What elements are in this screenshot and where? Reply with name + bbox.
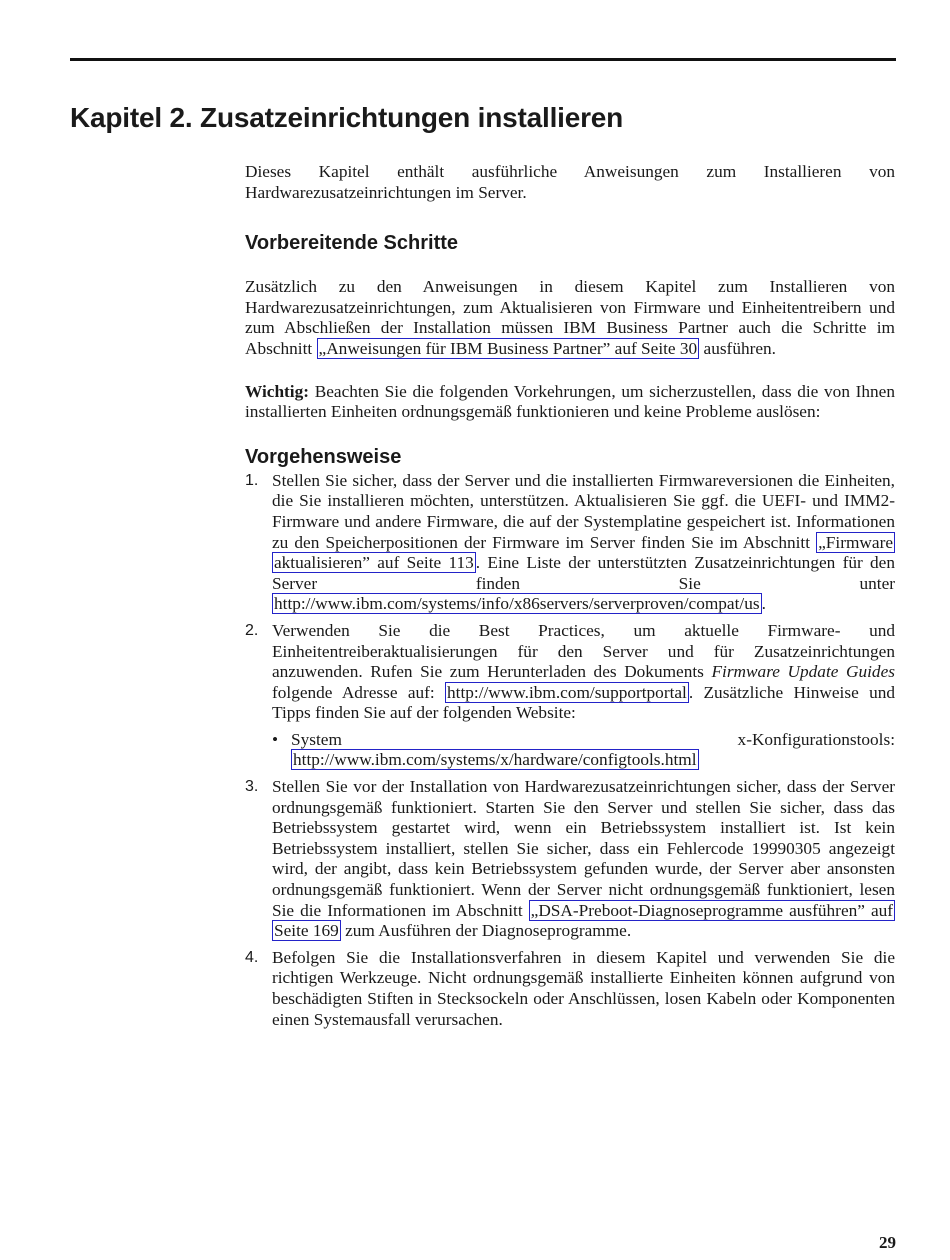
tips-list xyxy=(272,730,895,771)
firmware-update-link[interactable]: „Firmware aktualisieren” auf Seite 113 xyxy=(274,532,893,573)
list-item-text: System x-Konfigurationstools: xyxy=(291,729,895,749)
step-text: folgende Adresse auf: xyxy=(272,682,446,702)
configtools-link[interactable]: http://www.ibm.com/systems/x/hardware/configtools.html xyxy=(293,750,697,770)
paragraph-text: ausführen. xyxy=(699,338,776,358)
paragraph-text: Zusätzlich zu den Anweisungen in diesem Kapitel zum Installieren von Hardwarezusatzeinrichtungen, zum Aktualisieren von Firmware und Einheitentreibern und zum Abschließen der Installation müssen IBM Business Partner auch die Schritte im Abschnitt xyxy=(245,277,895,358)
procedure-steps xyxy=(245,471,895,1030)
step-number: 1. xyxy=(245,471,259,489)
step-text: . xyxy=(761,594,766,614)
page-number: 29 xyxy=(879,1233,896,1252)
step-text: . Zusätzliche Hinweise und Tipps finden Sie auf der folgenden Website: xyxy=(272,682,895,723)
chapter-body xyxy=(245,162,895,1036)
procedure-step xyxy=(245,621,895,771)
bullet-icon: • xyxy=(272,729,279,749)
step-text: Stellen Sie sicher, dass der Server und die installierten Firmwareversionen die Einheiten, die Sie installieren möchten, unterstützen. Aktualisieren Sie ggf. die UEFI- und IMM2-Firmware und andere Firmware, die auf der Systemplatine gespeichert ist. Informationen zu den Speicherpositionen der Firmware im Server finden Sie im Abschnitt xyxy=(272,470,895,552)
header-rule xyxy=(70,58,896,61)
important-notice xyxy=(245,382,895,423)
procedure-step xyxy=(245,471,895,615)
intro-paragraph: Dieses Kapitel enthält ausführliche Anweisungen zum Installieren von Hardwarezusatzeinrichtungen im Server. xyxy=(245,162,895,202)
business-partner-link[interactable]: „Anweisungen für IBM Business Partner” auf Seite 30 xyxy=(318,338,698,358)
step-text: zum Ausführen der Diagnoseprogramme. xyxy=(340,921,632,941)
procedure-step xyxy=(245,777,895,942)
step-text: . Eine Liste der unterstützten Zusatzeinrichtungen für den Server finden Sie unter xyxy=(272,553,895,593)
step-text: Befolgen Sie die Installationsverfahren in diesem Kapitel und verwenden Sie die richtigen Werkzeuge. Nicht ordnungsgemäß installierte Einheiten können aufgrund von beschädigten Stiften in Stecksockeln oder Anschlüssen, losen Kabeln oder Komponenten einen Systemausfall verursachen. xyxy=(272,947,895,1029)
document-title: Firmware Update Guides xyxy=(711,662,895,682)
procedure-step xyxy=(245,948,895,1030)
list-item xyxy=(272,730,895,771)
step-text: Stellen Sie vor der Installation von Hardwarezusatzeinrichtungen sicher, dass der Server ordnungsgemäß funktioniert. Starten Sie den Server und stellen Sie sicher, dass das Betriebssystem gestartet wird, wenn ein Betriebssystem installiert ist. Ist kein Betriebssystem installiert, stellen Sie sicher, dass ein Fehlercode 19990305 angezeigt wird, der angibt, dass kein Betriebssystem gefunden wurde, der Server aber ansonsten ordnungsgemäß funktioniert. Wenn der Server nicht ordnungsgemäß funktioniert, lesen Sie die Informationen im Abschnitt xyxy=(272,777,895,920)
step-number: 4. xyxy=(245,948,259,966)
important-text: Beachten Sie die folgenden Vorkehrungen, um sicherzustellen, dass die von Ihnen installierten Einheiten ordnungsgemäß funktionieren und keine Probleme auslösen: xyxy=(245,381,895,422)
section-heading-procedure: Vorgehensweise xyxy=(245,445,402,468)
business-partner-paragraph xyxy=(245,277,895,359)
chapter-title: Kapitel 2. Zusatzeinrichtungen installieren xyxy=(70,102,624,133)
serverproven-link[interactable]: http://www.ibm.com/systems/info/x86servers/serverproven/compat/us xyxy=(274,594,760,614)
section-heading-preparation: Vorbereitende Schritte xyxy=(245,232,459,255)
step-number: 3. xyxy=(245,778,259,796)
dsa-preboot-link[interactable]: „DSA-Preboot-Diagnoseprogramme ausführen” auf Seite 169 xyxy=(274,900,894,941)
step-number: 2. xyxy=(245,621,259,639)
supportportal-link[interactable]: http://www.ibm.com/supportportal xyxy=(447,682,687,702)
important-label: Wichtig: xyxy=(245,381,310,401)
step-text: Verwenden Sie die Best Practices, um aktuelle Firmware- und Einheitentreiberaktualisierungen für den Server und für Zusatzeinrichtungen anzuwenden. Rufen Sie zum Herunterladen des Dokuments xyxy=(272,620,895,682)
